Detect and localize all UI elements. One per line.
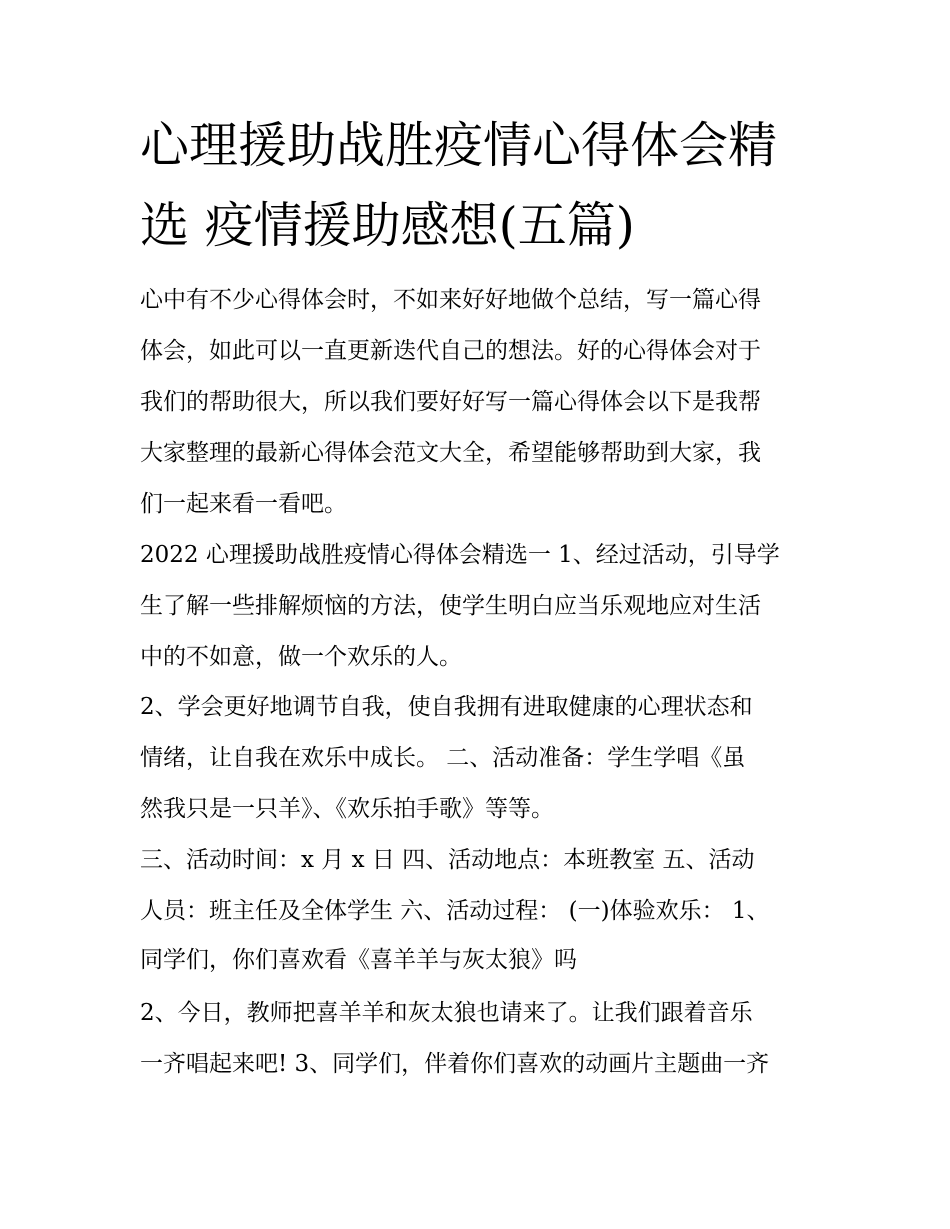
body-text-line: 们一起来看一看吧。 [140,491,347,517]
body-text-line: 一齐唱起来吧! 3、同学们，伴着你们喜欢的动画片主题曲一齐 [140,1051,770,1077]
body-text-line: 三、活动时间：x 月 x 日 四、活动地点：本班教室 五、活动 [140,847,755,873]
body-text-line: 同学们，你们喜欢看《喜羊羊与灰太狼》吗 [140,947,577,973]
body-text-line: 2022 心理援助战胜疫情心得体会精选一 1、经过活动，引导学 [140,542,780,568]
body-text-line: 生了解一些排解烦恼的方法，使学生明白应当乐观地应对生活 [140,593,761,619]
document-title-line-1: 心理援助战胜疫情心得体会精 [140,117,778,174]
body-text-line: 心中有不少心得体会时，不如来好好地做个总结，写一篇心得 [140,287,761,313]
body-text-line: 然我只是一只羊》、《欢乐拍手歌》等等。 [140,796,554,822]
body-text-line: 体会，如此可以一直更新迭代自己的想法。好的心得体会对于 [140,338,761,364]
body-text-line: 我们的帮助很大，所以我们要好好写一篇心得体会以下是我帮 [140,389,761,415]
body-text-line: 人员：班主任及全体学生 六、活动过程： (一)体验欢乐： 1、 [140,898,770,924]
body-text-line: 情绪，让自我在欢乐中成长。 二、活动准备：学生学唱《虽 [140,745,746,771]
body-text-line: 2、学会更好地调节自我，使自我拥有进取健康的心理状态和 [140,694,753,720]
body-text-line: 2、今日，教师把喜羊羊和灰太狼也请来了。让我们跟着音乐 [140,1000,753,1026]
body-text-line: 大家整理的最新心得体会范文大全，希望能够帮助到大家，我 [140,440,761,466]
document-title-line-2: 选 疫情援助感想(五篇) [140,197,635,254]
body-text-line: 中的不如意，做一个欢乐的人。 [140,644,462,670]
